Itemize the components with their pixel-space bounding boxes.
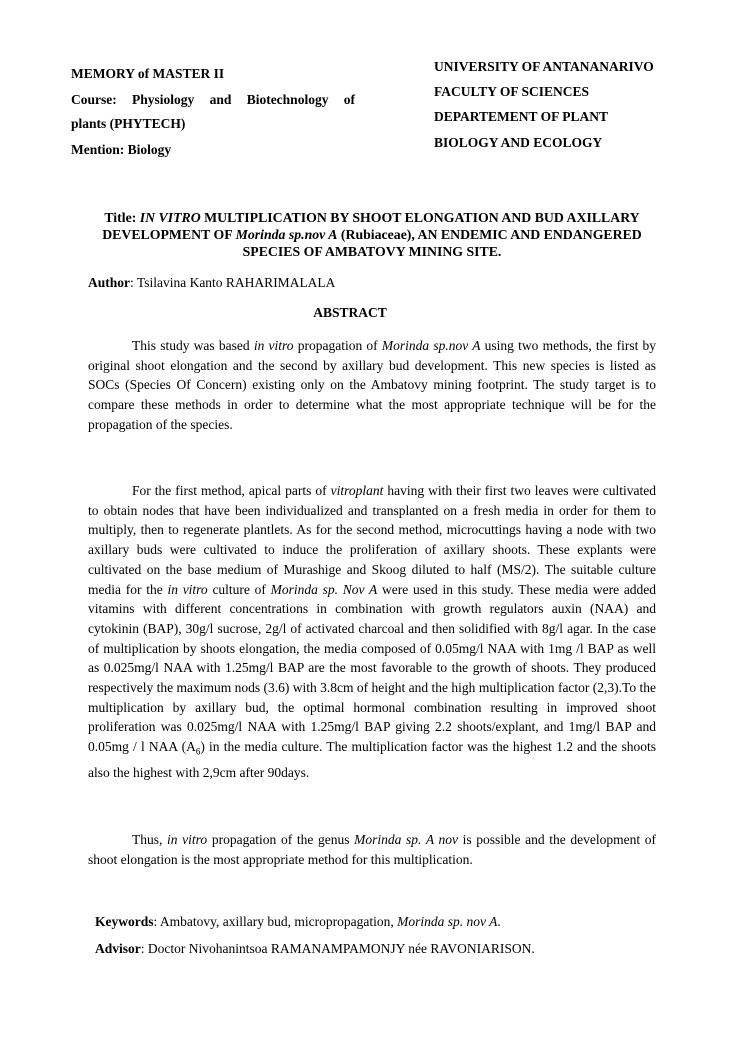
course-word: Course: (71, 92, 117, 107)
title-part-2: (Rubiaceae), AN ENDEMIC AND ENDANGERED SPECIES OF AMBATOVY MINING SITE. (242, 227, 642, 259)
advisor-line (95, 942, 535, 956)
text-run-italic: vitroplant (330, 483, 384, 498)
memory-title: MEMORY of MASTER II (71, 66, 225, 81)
department-line-2: BIOLOGY AND ECOLOGY (434, 135, 603, 150)
course-word: of (343, 92, 355, 107)
keywords-end: . (497, 914, 501, 929)
keywords-species: Morinda sp. nov A (397, 914, 498, 929)
text-run: propagation of the genus (211, 832, 350, 847)
course-line-2: plants (PHYTECH) (71, 116, 186, 131)
advisor-text: : Doctor Nivohanintsoa RAMANAMPAMONJY née RAVONIARISON. (140, 941, 535, 956)
text-run: having with their first two leaves were cultivated to obtain nodes that have been individualized and transplanted on a fresh media in order for them to multiply, then to regenerate plantlets. As for the second method, microcuttings having a node with two axillary buds were cultivated to induce the proliferation of axillary shoots. These explants were cultivated on the base medium of Murashige and Skoog diluted to half (MS/2). The suitable culture media for the (88, 483, 656, 597)
text-run: culture of (212, 581, 266, 597)
text-run-italic: Morinda sp.nov A (381, 338, 481, 353)
title-in-vitro: IN VITRO (139, 210, 201, 225)
text-run: For the first method, apical parts of (132, 483, 327, 498)
author-label: Author (88, 275, 131, 290)
text-run: Thus, (132, 832, 163, 847)
author-line (88, 276, 335, 290)
subscript: 6 (195, 746, 201, 757)
university: UNIVERSITY OF ANTANANARIVO (434, 59, 654, 74)
text-run-italic: in vitro (253, 338, 294, 353)
abstract-paragraph-1 (88, 336, 656, 435)
text-run: were used in this study. These media were added vitamins with different concentrations in combination with growth regulators auxin (NAA) and cytokinin (BAP), 30g/l sucrose, 2g/l of activated charcoal and then solidified with 8g/l agar. In the case of multiplication by shoots elongation, the media composed of 0.05mg/l NAA with 1mg /l BAP as well as 0.025mg/l NAA with 1.25mg/l BAP are the most favorable to the growth of shoots. They produced respectively the maximum nods (3.6) with 3.8cm of height and the high multiplication factor (2,3).To the multiplication by axillary bud, the optimal hormonal combination resulting in improved shoot proliferation was 0.025mg/l NAA with 1.25mg/l BAP giving 2.2 shoots/explant, and 1mg/l BAP and 0.05mg / l NAA (A (88, 581, 657, 755)
title-species: Morinda sp.nov A (235, 227, 338, 242)
text-run: is possible and the development of shoot elongation is the most appropriate method for this multiplication. (88, 832, 657, 867)
course-word: and (209, 92, 232, 107)
faculty: FACULTY OF SCIENCES (434, 84, 590, 99)
title-label: Title: (104, 210, 137, 225)
text-run-italic: in vitro (167, 832, 208, 847)
keywords-text: : Ambatovy, axillary bud, micropropagation, (153, 914, 394, 929)
text-run: This study was based (132, 338, 250, 353)
course-word: Biotechnology (246, 92, 329, 107)
course-word: Physiology (132, 92, 195, 107)
author-name: : Tsilavina Kanto RAHARIMALALA (130, 275, 336, 290)
abstract-heading: ABSTRACT (313, 305, 387, 320)
thesis-title (88, 209, 656, 260)
keywords-line (95, 915, 501, 929)
text-run-italic: in vitro (167, 581, 208, 597)
course-line-1 (71, 92, 355, 108)
abstract-paragraph-2 (88, 481, 656, 782)
abstract-paragraph-3 (88, 830, 656, 869)
advisor-label: Advisor (95, 941, 141, 956)
text-run: using two methods, the first by original shoot elongation and the second by axillary bud development. This new species is listed as SOCs (Species Of Concern) existing only on the Ambatovy mining footprint. The study target is to compare these methods in order to determine what the most appropriate technique will be for the propagation of the species. (88, 338, 657, 432)
text-run: ) in the media culture. The multiplication factor was the highest 1.2 and the shoots also the highest with 2,9cm after 90days. (88, 739, 656, 780)
text-run-italic: Morinda sp. A nov (354, 832, 458, 847)
text-run: propagation of (297, 338, 378, 353)
department-line-1: DEPARTEMENT OF PLANT (434, 109, 609, 124)
mention: Mention: Biology (71, 142, 172, 157)
title-part-1: MULTIPLICATION BY SHOOT ELONGATION AND BUD AXILLARY DEVELOPMENT OF (102, 210, 640, 242)
keywords-label: Keywords (95, 914, 154, 929)
text-run-italic: Morinda sp. Nov A (270, 581, 378, 597)
